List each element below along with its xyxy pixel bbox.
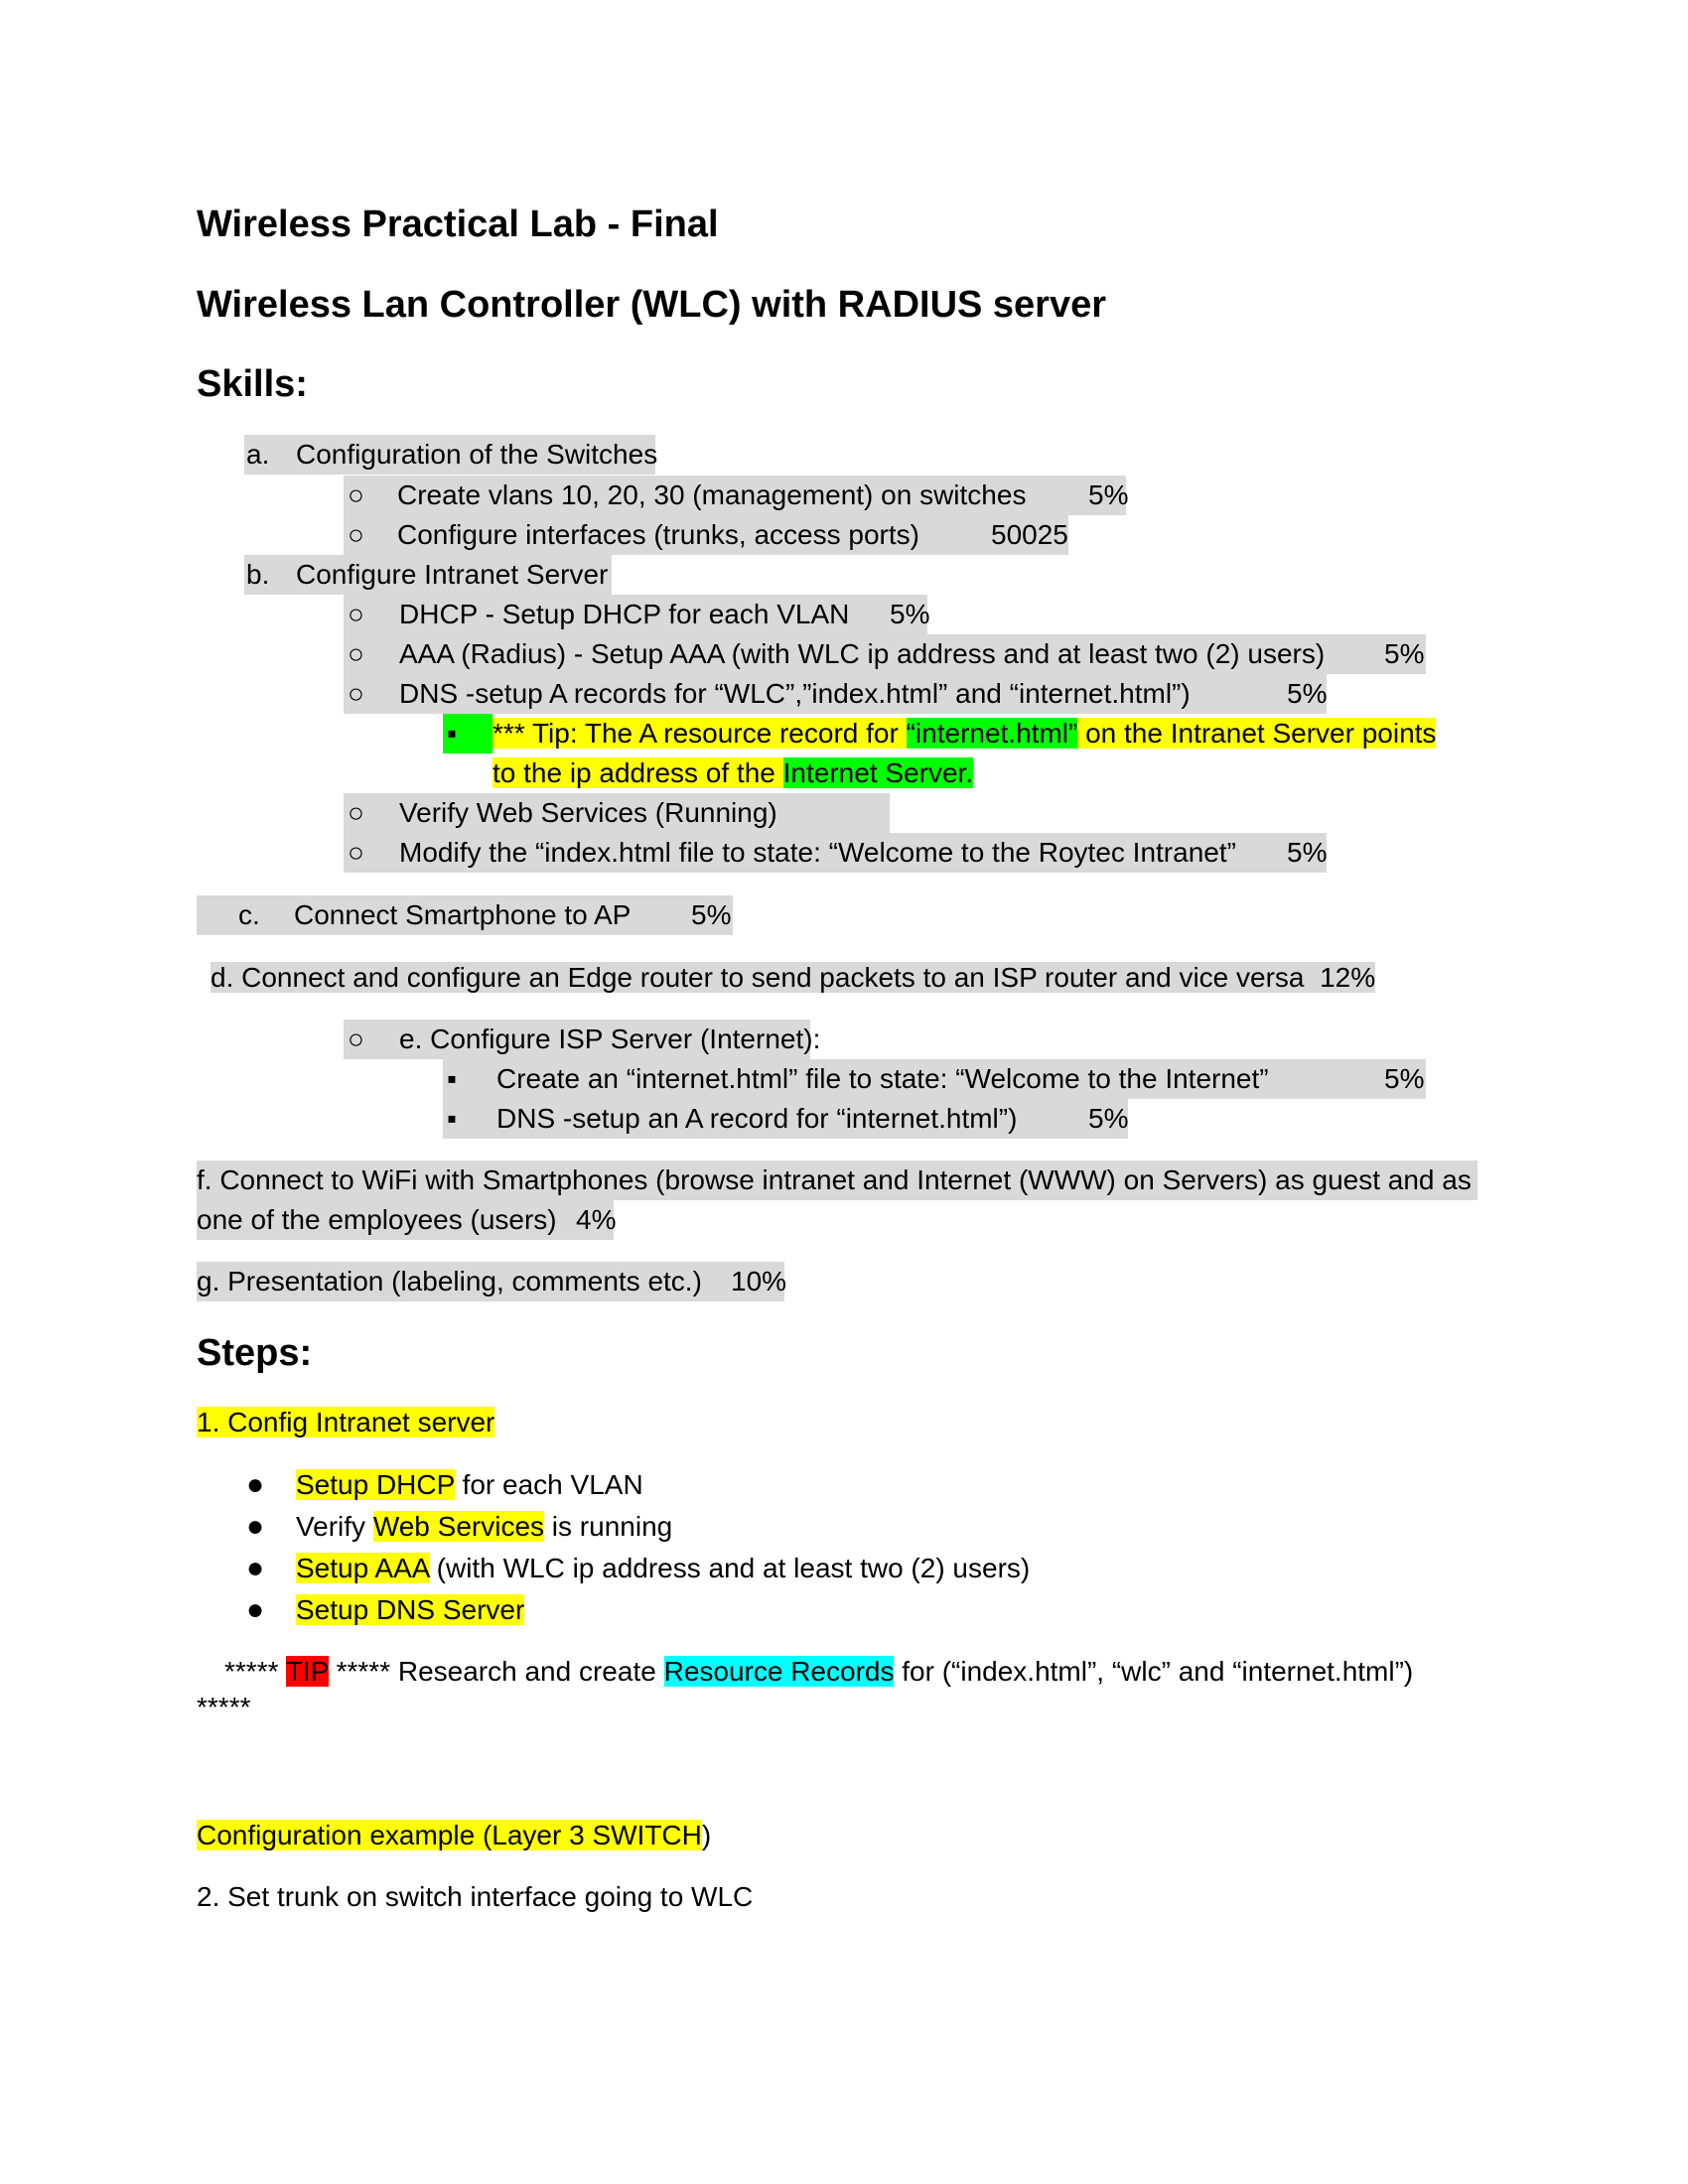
square-bullet-icon: ▪ xyxy=(443,714,492,753)
circle-bullet-icon: ○ xyxy=(348,599,364,629)
tip-line xyxy=(224,1652,1413,1692)
step-1-text: 1. Config Intranet server xyxy=(197,1407,495,1437)
skill-e-sub1-pct: 5% xyxy=(1384,1063,1425,1094)
skill-e-sub2 xyxy=(443,1099,1128,1139)
step-item-hl: Setup DHCP xyxy=(296,1469,455,1500)
skill-f-line2 xyxy=(197,1200,617,1240)
skill-b-label: Configure Intranet Server xyxy=(296,559,609,590)
skill-e-sub2-text: DNS -setup an A record for “internet.html”) xyxy=(496,1103,1018,1134)
skill-f-line1: f. Connect to WiFi with Smartphones (browse intranet and Internet (WWW) on Servers) as guest and as xyxy=(197,1160,1477,1200)
skill-g-text: g. Presentation (labeling, comments etc.) xyxy=(197,1266,702,1297)
skill-b-dns xyxy=(344,674,1327,714)
tip-highlight: Resource Records xyxy=(663,1656,895,1687)
skill-f-pct: 4% xyxy=(576,1204,617,1235)
skill-b-aaa-text: AAA (Radius) - Setup AAA (with WLC ip address and at least two (2) users) xyxy=(399,638,1326,669)
config-example xyxy=(197,1816,711,1855)
skill-g xyxy=(197,1262,787,1301)
skill-a-label: Configuration of the Switches xyxy=(296,439,658,470)
skill-d-text: d. Connect and configure an Edge router to send packets to an ISP router and vice versa xyxy=(211,962,1305,993)
skill-c-pct: 5% xyxy=(691,899,732,930)
tip-part1: *** Tip: The A resource record for xyxy=(492,718,907,749)
skill-a-sub1-pct: 5% xyxy=(1088,479,1129,510)
step-item-pre: Verify xyxy=(296,1511,373,1542)
skill-a-sub2-pct: 50025 xyxy=(991,519,1068,550)
skill-d xyxy=(211,958,1375,998)
step-item-rest: (with WLC ip address and at least two (2) users) xyxy=(428,1553,1031,1583)
skills-heading: Skills: xyxy=(197,363,308,405)
circle-bullet-icon: ○ xyxy=(348,479,364,510)
skill-b-marker: b. xyxy=(246,559,270,590)
skill-f-line2-text: one of the employees (users) xyxy=(197,1204,557,1235)
step-item-rest: for each VLAN xyxy=(454,1469,643,1500)
skill-b-dns-pct: 5% xyxy=(1287,678,1328,709)
circle-bullet-icon: ○ xyxy=(348,1024,364,1054)
skill-e xyxy=(344,1020,821,1059)
skill-c-marker: c. xyxy=(238,899,260,930)
tip-part5: Internet Server. xyxy=(782,757,974,788)
skill-b-verify xyxy=(344,793,890,833)
skill-a xyxy=(244,435,658,475)
skill-a-sub2-text: Configure interfaces (trunks, access ports) xyxy=(397,519,919,550)
circle-bullet-icon: ○ xyxy=(348,797,364,828)
square-bullet-icon: ▪ xyxy=(447,1063,457,1094)
tip-part4: to the ip address of the xyxy=(492,757,783,788)
skill-e-sub1-text: Create an “internet.html” file to state: “Welcome to the Internet” xyxy=(496,1063,1269,1094)
step-1 xyxy=(197,1403,494,1442)
step-1-item-3 xyxy=(296,1549,1030,1588)
bullet-icon: ● xyxy=(246,1468,265,1501)
skill-a-sub1-text: Create vlans 10, 20, 30 (management) on switches xyxy=(397,479,1027,510)
skill-b-dhcp-text: DHCP - Setup DHCP for each VLAN xyxy=(399,599,850,629)
skill-b-dhcp-pct: 5% xyxy=(890,599,930,629)
skill-b-modify xyxy=(344,833,1327,873)
step-1-item-2 xyxy=(296,1507,672,1547)
skill-b-modify-text: Modify the “index.html file to state: “Welcome to the Roytec Intranet” xyxy=(399,837,1236,868)
skill-d-pct: 12% xyxy=(1320,962,1376,993)
tip-part2: “internet.html” xyxy=(906,718,1078,749)
skill-b-modify-pct: 5% xyxy=(1287,837,1328,868)
skill-c xyxy=(197,895,733,935)
steps-heading: Steps: xyxy=(197,1332,313,1374)
skill-a-marker: a. xyxy=(246,439,270,470)
tip-text: Research and create xyxy=(390,1656,664,1687)
skill-b xyxy=(244,555,612,595)
skill-b-dns-text: DNS -setup A records for “WLC”,”index.html” and “internet.html”) xyxy=(399,678,1191,709)
skill-e-sub2-pct: 5% xyxy=(1088,1103,1129,1134)
step-1-item-4 xyxy=(296,1590,524,1630)
skill-g-pct: 10% xyxy=(731,1266,787,1297)
tip-part3: on the Intranet Server points xyxy=(1077,718,1437,749)
step-2: 2. Set trunk on switch interface going to WLC xyxy=(197,1881,754,1912)
tip-stars-end: ***** xyxy=(197,1692,251,1722)
skill-e-sub1 xyxy=(443,1059,1426,1099)
config-example-paren: ) xyxy=(701,1820,712,1850)
tip-stars: ***** xyxy=(224,1656,279,1687)
doc-subtitle: Wireless Lan Controller (WLC) with RADIUS server xyxy=(197,284,1107,326)
bullet-icon: ● xyxy=(246,1593,265,1626)
tip-stars-2: ***** xyxy=(336,1656,391,1687)
step-1-item-1 xyxy=(296,1465,643,1505)
circle-bullet-icon: ○ xyxy=(348,837,364,868)
step-item-hl: Setup DNS Server xyxy=(296,1594,525,1625)
step-item-rest: is running xyxy=(544,1511,673,1542)
skill-b-tip-line2 xyxy=(492,753,973,793)
tip-label: TIP xyxy=(285,1656,329,1687)
circle-bullet-icon: ○ xyxy=(348,519,364,550)
config-example-text: Configuration example (Layer 3 SWITCH xyxy=(197,1820,702,1850)
bullet-icon: ● xyxy=(246,1510,265,1543)
bullet-icon: ● xyxy=(246,1552,265,1584)
tip-rest: for (“index.html”, “wlc” and “internet.html”) xyxy=(894,1656,1414,1687)
skill-a-sub1 xyxy=(344,476,1129,515)
skill-a-sub2 xyxy=(344,515,1068,555)
step-item-hl: Setup AAA xyxy=(296,1553,429,1583)
skill-e-label: e. Configure ISP Server (Internet): xyxy=(399,1024,821,1054)
circle-bullet-icon: ○ xyxy=(348,678,364,709)
skill-b-dhcp xyxy=(344,595,930,634)
circle-bullet-icon: ○ xyxy=(348,638,364,669)
step-item-hl: Web Services xyxy=(372,1511,545,1542)
skill-b-aaa xyxy=(344,634,1426,674)
skill-b-verify-text: Verify Web Services (Running) xyxy=(399,797,777,828)
skill-c-label: Connect Smartphone to AP xyxy=(294,899,632,930)
doc-title: Wireless Practical Lab - Final xyxy=(197,204,719,245)
square-bullet-icon: ▪ xyxy=(447,1103,457,1134)
skill-b-aaa-pct: 5% xyxy=(1384,638,1425,669)
skill-b-tip-line1 xyxy=(443,714,1436,753)
